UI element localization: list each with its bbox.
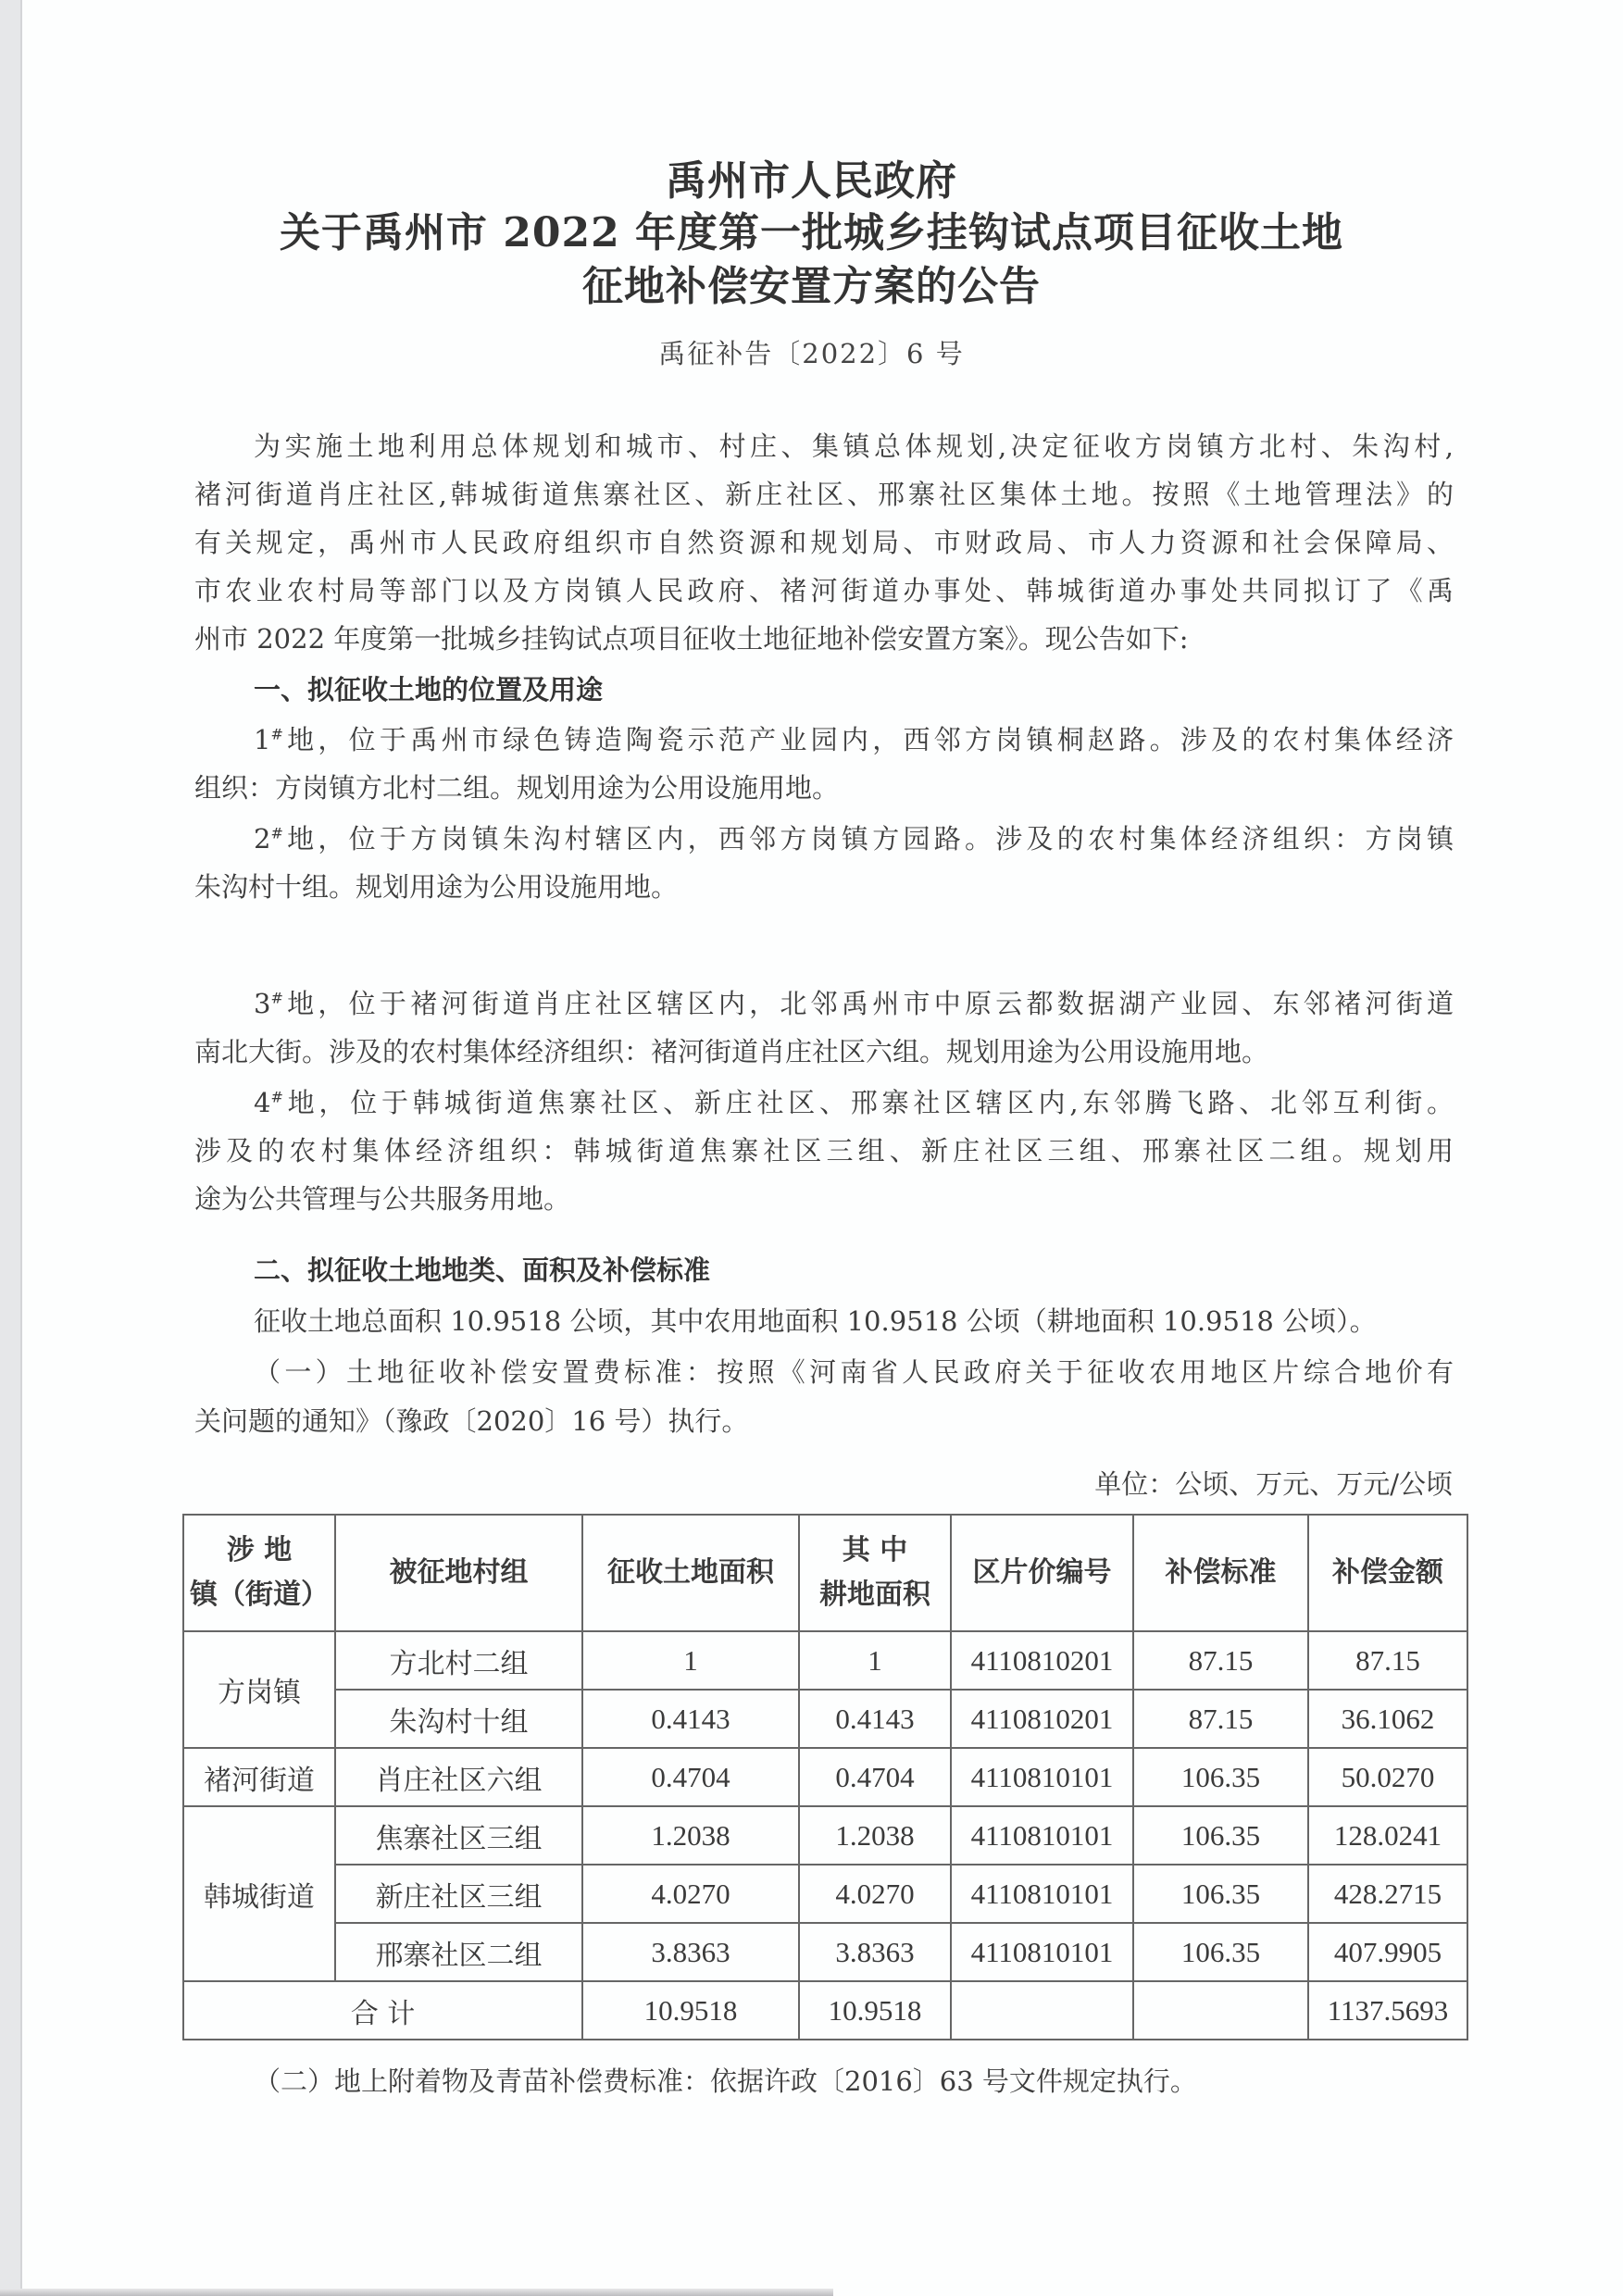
table-row	[183, 1865, 1467, 1923]
parcel-text: 地，位于褚河街道肖庄社区辖区内，北邻禹州市中原云都数据湖产业园、东邻褚河街道	[282, 988, 1454, 1019]
town-cell: 韩城街道	[183, 1806, 335, 1981]
arable-cell: 0.4704	[799, 1748, 951, 1806]
total-amount: 1137.5693	[1308, 1981, 1467, 2040]
table-row	[183, 1923, 1467, 1981]
intro-line: 为实施土地利用总体规划和城市、村庄、集镇总体规划,决定征收方岗镇方北村、朱沟村,	[254, 430, 1454, 462]
header-amount: 补偿金额	[1308, 1515, 1467, 1631]
area-cell: 3.8363	[582, 1923, 799, 1981]
parcel-line	[254, 1084, 1454, 1121]
amount-cell: 428.2715	[1308, 1865, 1467, 1923]
standard-cell: 106.35	[1133, 1806, 1308, 1865]
zone-code-cell: 4110810101	[951, 1865, 1133, 1923]
town-cell: 方岗镇	[183, 1631, 335, 1748]
table-row	[183, 1806, 1467, 1865]
table-row	[183, 1690, 1467, 1748]
parcel-line	[254, 820, 1454, 857]
parcel-mark: #	[270, 725, 283, 743]
zone-code-cell: 4110810201	[951, 1631, 1133, 1690]
standard-cell: 87.15	[1133, 1690, 1308, 1748]
area-cell: 4.0270	[582, 1865, 799, 1923]
area-cell: 0.4704	[582, 1748, 799, 1806]
village-cell: 方北村二组	[335, 1631, 582, 1690]
attachments-standard: （二）地上附着物及青苗补偿费标准：依据许政〔2016〕63 号文件规定执行。	[254, 2065, 1197, 2097]
arable-cell: 1.2038	[799, 1806, 951, 1865]
table-total-row	[183, 1981, 1467, 2040]
area-cell: 1	[582, 1631, 799, 1690]
parcel-mark: #	[270, 989, 283, 1007]
area-cell: 1.2038	[582, 1806, 799, 1865]
village-cell: 新庄社区三组	[335, 1865, 582, 1923]
amount-cell: 128.0241	[1308, 1806, 1467, 1865]
section-heading: 二、拟征收土地地类、面积及补偿标准	[254, 1254, 711, 1286]
table-row	[183, 1748, 1467, 1806]
village-cell: 邢寨社区二组	[335, 1923, 582, 1981]
zone-code-cell: 4110810101	[951, 1748, 1133, 1806]
standard-cell: 106.35	[1133, 1923, 1308, 1981]
document-title-line: 关于禹州市 2022 年度第一批城乡挂钩试点项目征收土地	[279, 209, 1344, 256]
empty-cell	[1133, 1981, 1308, 2040]
header-village: 被征地村组	[335, 1515, 582, 1631]
unit-note: 单位：公顷、万元、万元/公顷	[1094, 1468, 1453, 1500]
village-cell: 焦寨社区三组	[335, 1806, 582, 1865]
parcel-number: 1	[254, 724, 271, 755]
parcel-line: 朱沟村十组。规划用途为公用设施用地。	[194, 871, 679, 903]
parcel-mark: #	[270, 1088, 283, 1106]
zone-code-cell: 4110810101	[951, 1923, 1133, 1981]
header-town: 涉 地 镇（街道）	[183, 1515, 335, 1631]
parcel-line: 涉及的农村集体经济组织：韩城街道焦寨社区三组、新庄社区三组、邢寨社区二组。规划用	[194, 1135, 1454, 1167]
parcel-number: 3	[254, 988, 271, 1019]
town-cell: 褚河街道	[183, 1748, 335, 1806]
header-zone-code: 区片价编号	[951, 1515, 1133, 1631]
parcel-line	[254, 721, 1454, 758]
arable-cell: 1	[799, 1631, 951, 1690]
amount-cell: 407.9905	[1308, 1923, 1467, 1981]
total-area: 10.9518	[582, 1981, 799, 2040]
parcel-line: 组织：方岗镇方北村二组。规划用途为公用设施用地。	[194, 772, 840, 804]
standard-line: （一）土地征收补偿安置费标准：按照《河南省人民政府关于征收农用地区片综合地价有	[254, 1356, 1454, 1388]
intro-line: 州市 2022 年度第一批城乡挂钩试点项目征收土地征地补偿安置方案》。现公告如下:	[194, 623, 1189, 655]
parcel-text: 地，位于韩城街道焦寨社区、新庄社区、邢寨社区辖区内,东邻腾飞路、北邻互利街。	[282, 1087, 1454, 1118]
arable-cell: 4.0270	[799, 1865, 951, 1923]
amount-cell: 36.1062	[1308, 1690, 1467, 1748]
standard-cell: 106.35	[1133, 1865, 1308, 1923]
total-label: 合 计	[183, 1981, 582, 2040]
compensation-table	[182, 1514, 1468, 2040]
zone-code-cell: 4110810101	[951, 1806, 1133, 1865]
parcel-number: 4	[254, 1087, 271, 1118]
header-area: 征收土地面积	[582, 1515, 799, 1631]
parcel-line: 南北大街。涉及的农村集体经济组织：褚河街道肖庄社区六组。规划用途为公用设施用地。	[194, 1036, 1269, 1067]
empty-cell	[951, 1981, 1133, 2040]
intro-line: 有关规定，禹州市人民政府组织市自然资源和规划局、市财政局、市人力资源和社会保障局、	[194, 527, 1454, 558]
parcel-mark: #	[270, 824, 283, 842]
amount-cell: 50.0270	[1308, 1748, 1467, 1806]
parcel-text: 地，位于禹州市绿色铸造陶瓷示范产业园内，西邻方岗镇桐赵路。涉及的农村集体经济	[282, 724, 1454, 755]
table-header-row	[183, 1515, 1467, 1631]
standard-line: 关问题的通知》（豫政〔2020〕16 号）执行。	[194, 1405, 749, 1437]
parcel-text: 地，位于方岗镇朱沟村辖区内，西邻方岗镇方园路。涉及的农村集体经济组织：方岗镇	[282, 823, 1454, 855]
village-cell: 肖庄社区六组	[335, 1748, 582, 1806]
intro-line: 市农业农村局等部门以及方岗镇人民政府、褚河街道办事处、韩城街道办事处共同拟订了《禹	[194, 575, 1454, 606]
document-number: 禹征补告〔2022〕6 号	[658, 338, 965, 369]
header-standard: 补偿标准	[1133, 1515, 1308, 1631]
area-summary: 征收土地总面积 10.9518 公顷，其中农用地面积 10.9518 公顷（耕地面积 10.9518 公顷）。	[254, 1305, 1377, 1337]
area-cell: 0.4143	[582, 1690, 799, 1748]
table-row	[183, 1631, 1467, 1690]
header-arable: 其 中 耕地面积	[799, 1515, 951, 1631]
scan-edge	[0, 2289, 833, 2296]
village-cell: 朱沟村十组	[335, 1690, 582, 1748]
zone-code-cell: 4110810201	[951, 1690, 1133, 1748]
total-arable: 10.9518	[799, 1981, 951, 2040]
arable-cell: 0.4143	[799, 1690, 951, 1748]
standard-cell: 87.15	[1133, 1631, 1308, 1690]
arable-cell: 3.8363	[799, 1923, 951, 1981]
intro-line: 褚河街道肖庄社区,韩城街道焦寨社区、新庄社区、邢寨社区集体土地。按照《土地管理法》的	[194, 479, 1454, 510]
parcel-line	[254, 985, 1454, 1022]
issuer-title: 禹州市人民政府	[666, 157, 957, 205]
parcel-number: 2	[254, 823, 271, 855]
amount-cell: 87.15	[1308, 1631, 1467, 1690]
standard-cell: 106.35	[1133, 1748, 1308, 1806]
section-heading: 一、拟征收土地的位置及用途	[254, 674, 604, 705]
document-title-line: 征地补偿安置方案的公告	[582, 263, 1041, 310]
parcel-line: 途为公共管理与公共服务用地。	[194, 1183, 571, 1215]
